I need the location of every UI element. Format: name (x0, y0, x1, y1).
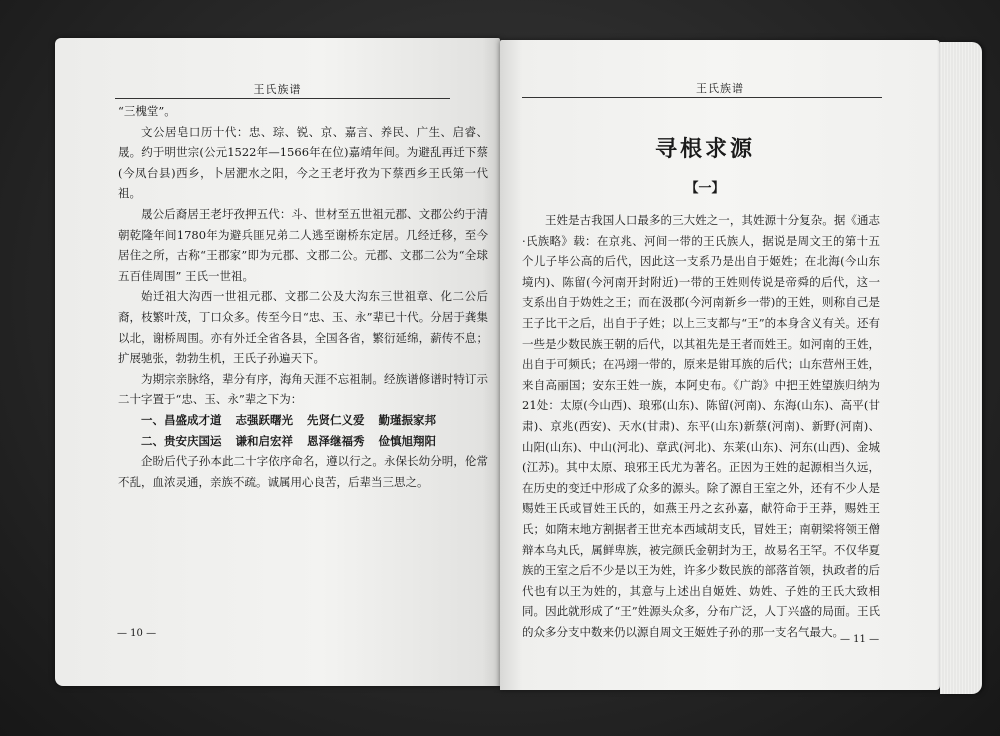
generation-line-1 (118, 410, 488, 431)
generation-phrase: 勤瑾振家邦 (378, 412, 436, 427)
section-title: 【一】 (685, 181, 725, 196)
generation-phrase: 志强跃曙光 (235, 412, 293, 427)
paragraph: 始迁祖大沟西一世祖元郡、文郡二公及大沟东三世祖章、化二公后裔，枝繁叶茂，丁口众多。传至今日“忠、玉、永”辈已十代。分居于龚集以北，谢桥周围。亦有外迁全省各县，全国各省，繁衍延绵，薪传不息；扩展驰张，勃勃生机，王氏子孙遍天下。 (118, 289, 488, 366)
right-page-body (522, 210, 880, 642)
generation-phrase: 恩泽继福秀 (307, 433, 365, 448)
generation-phrase: 谦和启宏祥 (235, 433, 293, 448)
left-page-header: 王氏族谱 (253, 83, 302, 96)
right-page (500, 40, 940, 690)
left-header-rule (115, 98, 450, 99)
generation-phrase: 先贤仁义爱 (307, 412, 365, 427)
paragraph: 晟公后裔居王老圩孜押五代：斗、世材至五世祖元郡、文郡公约于清朝乾隆年间1780年为避兵匪兄弟二人逃至谢桥东定居。几经迁移，至今居住之所，古称“王郡家”即为元郡、文郡二公。元郡、文郡二公为“全球五百佳周围” 王氏一世祖。 (118, 206, 488, 283)
right-header-rule (522, 97, 882, 98)
paragraph: 企盼后代子孙本此二十字依序命名，遵以行之。永保长幼分明，伦常不乱，血浓灵通，亲族不疏。诚属用心良苦，后辈当三思之。 (118, 454, 488, 489)
left-page (55, 38, 500, 686)
generation-phrase: 一、昌盛成才道 (141, 412, 222, 427)
paragraph: 王姓是古我国人口最多的三大姓之一，其姓源十分复杂。据《通志·氏族略》载：在京兆、河间一带的王氏族人，据说是周文王的第十五个儿子毕公高的后代，因此这一支系乃是出自于姬姓；在北海(今山东境内)、陈留(今河南开封附近)一带的王姓则传说是帝舜的后代，这一支系出自于妫姓之王；而在汲郡(今河南新乡一带)的王姓，则称自己是王子比干之后，出自于子姓；以上三支都与“王”的本身含义有关。还有一些是少数民族王朝的后代，以其祖先是王者而姓王。如河南的王姓，出自于可频氏；在冯翊一带的，原来是钳耳族的后代；山东营州王姓，来自高丽国；安东王姓一族，本阿史布。《广韵》中把王姓望族归纳为21处：太原(今山西)、琅邪(山东)、陈留(河南)、东海(山东)、高平(甘肃)、京兆(西安)、天水(甘肃)、东平(山东)新蔡(河南)、新野(河南)、山阳(山东)、中山(河北)、章武(河北)、东莱(山东)、河东(山西)、金城(江苏)。其中太原、琅邪王氏尤为著名。正因为王姓的起源相当久远，在历史的变迁中形成了众多的源头。除了源自王室之外，还有不少人是赐姓王氏或冒姓王氏的，如燕王丹之玄孙嘉，献符命于王莽，赐姓王氏；如隋末地方割据者王世充本西域胡支氏，冒姓王；南朝梁将领王僧辩本乌丸氏，属鲜卑族，被完颜氏金朝封为王，故易名王罕。不仅华夏族的王室之后不少是以王为姓，许多少数民族的部落首领，执政者的后代也有以王为姓的，其意与上述出自姬姓、妫姓、子姓的王氏大致相同。因此就形成了“王”姓源头众多，分布广泛，人丁兴盛的局面。王氏的众多分支中数来仍以源自周文王姬姓子孙的那一支名气最大。 (522, 213, 880, 639)
left-page-body (118, 101, 488, 492)
generation-line-2 (118, 431, 488, 452)
right-page-number: — 11 — (840, 634, 880, 645)
generation-phrase: 二、贵安庆国运 (141, 433, 222, 448)
generation-phrase: 俭慎旭翔阳 (378, 433, 436, 448)
right-page-header: 王氏族谱 (696, 82, 744, 95)
paragraph: 文公居皂口历十代：忠、琮、锐、京、嘉言、养民、广生、启睿、晟。约于明世宗(公元1522年—1566年在位)嘉靖年间。为避乱再迁下蔡(今凤台县)西乡，卜居淝水之阳，今之王老圩孜为下蔡西乡王氏第一代祖。 (118, 124, 488, 201)
left-page-number: — 10 — (117, 628, 157, 639)
book-page-edge (940, 42, 982, 694)
chapter-title: 寻根求源 (654, 136, 755, 162)
paragraph: “三槐堂”。 (118, 104, 176, 118)
paragraph: 为期宗亲脉络，辈分有序，海角天涯不忘祖制。经族谱修谱时特订示二十字置于“忠、玉、永”辈之下为： (118, 371, 488, 407)
